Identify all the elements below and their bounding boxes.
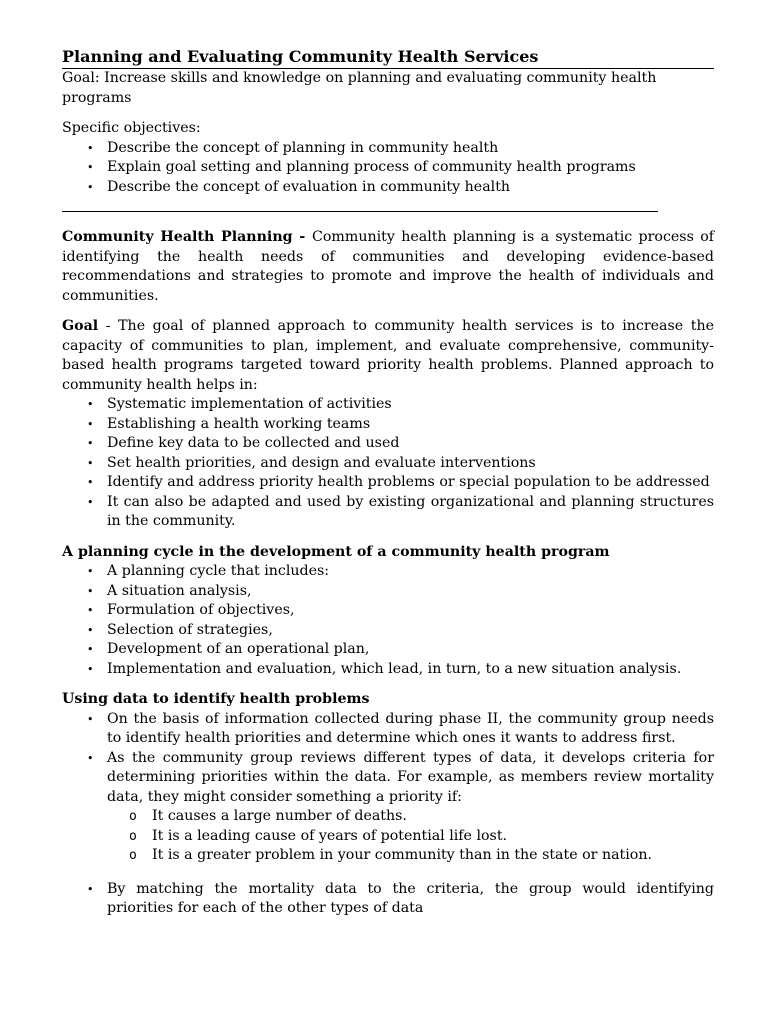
sub-list-item: o It causes a large number of deaths. [62,807,714,827]
list-item: • A planning cycle that includes: [62,562,714,582]
objectives-heading: Specific objectives: [62,120,201,136]
definition-text: Community health planning is a systematic process of identifying the health needs of communities and developing evidence-based recommendations and strategies to promote and improve the health of individuals and communities. [62,229,714,304]
circle-bullet-icon: o [129,848,137,863]
bullet-icon: • [87,180,94,194]
document-title: Planning and Evaluating Community Health Services [62,47,539,66]
list-item: • Describe the concept of evaluation in community health [62,178,714,198]
list-item: • Define key data to be collected and used [62,434,714,454]
bullet-icon: • [87,437,94,450]
bullet-icon: • [87,495,94,509]
bullet-icon: • [87,584,94,598]
list-item: • Explain goal setting and planning process of community health programs [62,158,714,178]
bullet-icon: • [87,565,94,578]
goal-term: Goal [62,318,99,334]
bullet-icon: • [87,712,94,726]
bullet-icon: • [87,643,94,656]
section-separator [62,211,658,212]
goal-text: - The goal of planned approach to community health services is to increase the capacity of communities to plan, implement, and evaluate comprehensive, community-based health programs targeted toward priority health problems. Planned approach to community health helps in: [62,318,714,393]
list-item: • Implementation and evaluation, which lead, in turn, to a new situation analysis. [62,660,714,680]
list-item: • Systematic implementation of activities [62,395,714,415]
bullet-icon: • [87,161,94,174]
definition-paragraph [62,228,714,306]
objectives-list [62,139,714,198]
using-data-heading: Using data to identify health problems [62,691,370,707]
bullet-icon: • [87,751,94,765]
criteria-sublist [62,807,714,866]
goal-paragraph [62,317,714,395]
document-page [62,46,714,919]
definition-term: Community Health Planning - [62,229,313,245]
bullet-icon: • [87,398,94,411]
circle-bullet-icon: o [129,828,137,844]
bullet-icon: • [87,882,94,896]
list-item: • A situation analysis, [62,582,714,602]
list-item: • Development of an operational plan, [62,640,714,660]
list-item: • Selection of strategies, [62,621,714,641]
list-item: • As the community group reviews different types of data, it develops criteria for determining priorities within the data. For example, as members review mortality data, they might consider something a priority if: o It causes a large number of deaths. o It is a leading cause of years of potential life lost. o It is a greater problem in your community than in the state or nation. [62,749,714,866]
bullet-icon: • [87,604,94,617]
list-item: • Establishing a health working teams [62,415,714,435]
list-item: • Formulation of objectives, [62,601,714,621]
bullet-icon: • [87,623,94,637]
list-item: • Set health priorities, and design and evaluate interventions [62,454,714,474]
planning-cycle-heading: A planning cycle in the development of a community health program [62,543,610,560]
list-item: • It can also be adapted and used by existing organizational and planning structures in the community. [87,493,714,529]
sub-list-item: o It is a leading cause of years of potential life lost. [62,827,714,847]
list-item: • Identify and address priority health problems or special population to be addressed [62,473,714,493]
bullet-icon: • [87,417,94,431]
list-item: • On the basis of information collected during phase II, the community group needs to identify health priorities and determine which ones it wants to address first. [87,710,714,746]
using-data-list [62,710,714,919]
goal-line: Goal: Increase skills and knowledge on planning and evaluating community health programs [62,70,657,106]
goal-list [62,395,714,532]
bullet-icon: • [87,662,94,676]
list-item: • By matching the mortality data to the criteria, the group would identifying priorities for each of the other types of data [87,880,714,916]
bullet-icon: • [87,141,94,155]
circle-bullet-icon: o [129,809,137,824]
bullet-icon: • [87,456,94,470]
list-item: • Describe the concept of planning in community health [62,139,714,159]
bullet-icon: • [87,476,94,489]
sub-list-item: o It is a greater problem in your community than in the state or nation. [62,846,714,866]
planning-cycle-list [62,562,714,679]
